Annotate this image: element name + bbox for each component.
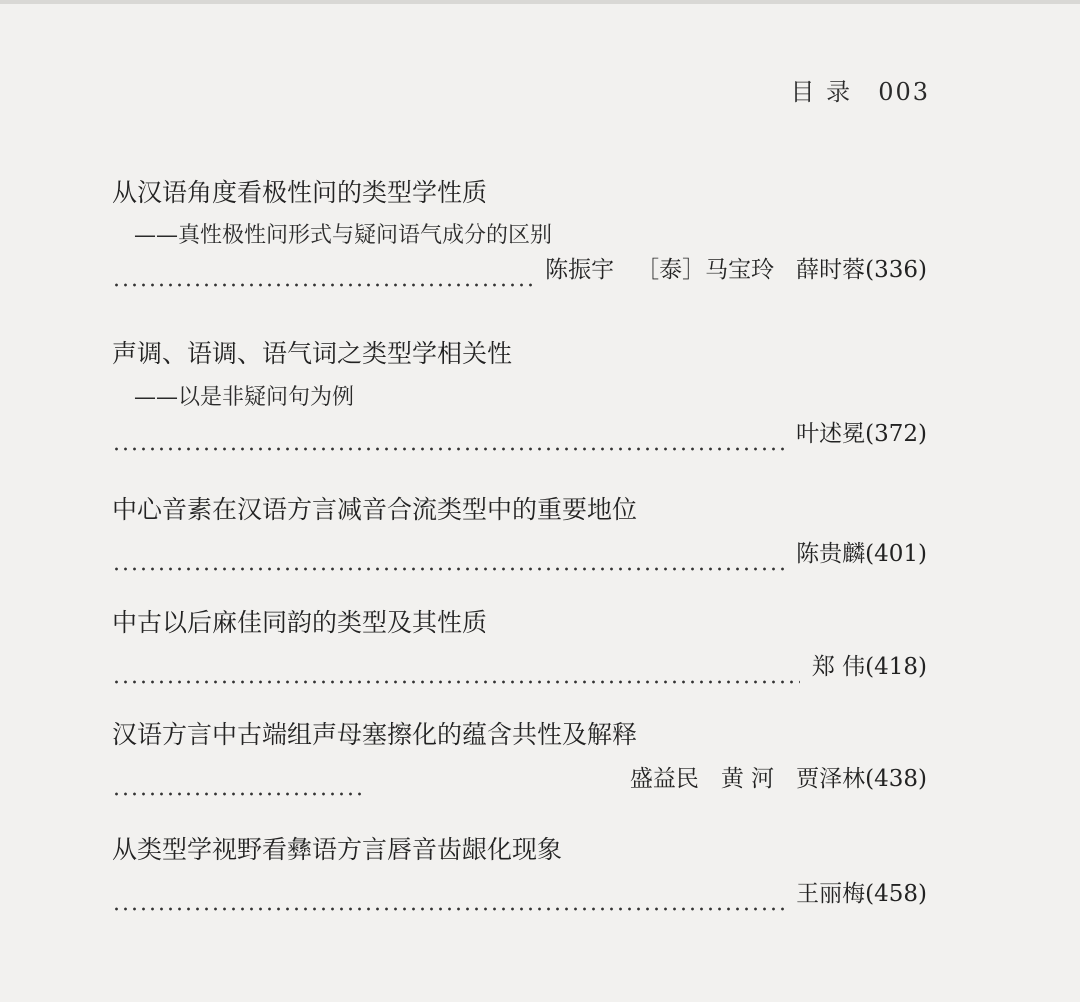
author: 叶述冕 xyxy=(796,421,866,447)
entry-subtitle: ——真性极性问形式与疑问语气成分的区别 xyxy=(134,223,553,248)
leader-dots xyxy=(112,271,533,287)
page-top-edge xyxy=(0,0,1080,4)
entry-title[interactable]: 汉语方言中古端组声母塞擦化的蕴含共性及解释 xyxy=(112,720,638,749)
leader-dots xyxy=(112,555,784,571)
entry-subtitle: ——以是非疑问句为例 xyxy=(134,385,355,410)
running-header xyxy=(791,72,930,107)
entry-page-number: (458) xyxy=(865,881,927,907)
entry-page-number: (401) xyxy=(865,541,927,567)
leader-dots xyxy=(112,895,784,911)
toc-entry[interactable] xyxy=(112,833,927,911)
leader-dots xyxy=(112,780,365,796)
author: 陈贵麟 xyxy=(796,541,866,567)
toc-entry[interactable] xyxy=(112,606,927,684)
entry-authors xyxy=(796,537,865,571)
entry-authors xyxy=(796,417,865,451)
toc-entry[interactable] xyxy=(112,176,927,287)
entry-page-number: (418) xyxy=(865,654,927,680)
author: 薛时蓉 xyxy=(796,257,866,283)
entry-leader-line xyxy=(112,871,927,911)
entry-title[interactable]: 声调、语调、语气词之类型学相关性 xyxy=(112,339,513,368)
toc-entry[interactable] xyxy=(112,337,927,451)
toc-entry[interactable] xyxy=(112,493,927,571)
entry-leader-line xyxy=(112,247,927,287)
section-label: 目 录 xyxy=(790,78,853,106)
entry-leader-line xyxy=(112,531,927,571)
author: 王丽梅 xyxy=(796,881,866,907)
author: 郑 伟 xyxy=(811,654,866,680)
entry-leader-line xyxy=(112,644,927,684)
header-page-number: 003 xyxy=(878,78,930,106)
author: 陈振宇 xyxy=(545,257,615,283)
entry-title[interactable]: 从类型学视野看彝语方言唇音齿龈化现象 xyxy=(112,835,563,864)
author: 盛益民 xyxy=(629,766,699,792)
entry-authors xyxy=(796,877,865,911)
entry-page-number: (372) xyxy=(865,421,927,447)
leader-dots xyxy=(112,435,784,451)
author: 贾泽林 xyxy=(796,766,866,792)
entry-page-number: (438) xyxy=(865,766,928,792)
leader-dots xyxy=(112,668,800,684)
entry-leader-line xyxy=(112,411,927,451)
entry-title[interactable]: 中心音素在汉语方言减音合流类型中的重要地位 xyxy=(112,495,638,524)
toc-entry[interactable] xyxy=(112,718,927,796)
entry-authors xyxy=(545,253,865,287)
author: 黄 河 xyxy=(720,766,775,792)
entry-authors xyxy=(812,650,865,684)
entry-title[interactable]: 中古以后麻佳同韵的类型及其性质 xyxy=(112,608,488,637)
entry-leader-line xyxy=(112,756,927,796)
entry-title[interactable]: 从汉语角度看极性问的类型学性质 xyxy=(112,178,488,207)
author: ［泰］马宝玲 xyxy=(636,257,775,283)
entry-page-number: (336) xyxy=(865,257,927,283)
entry-authors xyxy=(630,762,865,796)
